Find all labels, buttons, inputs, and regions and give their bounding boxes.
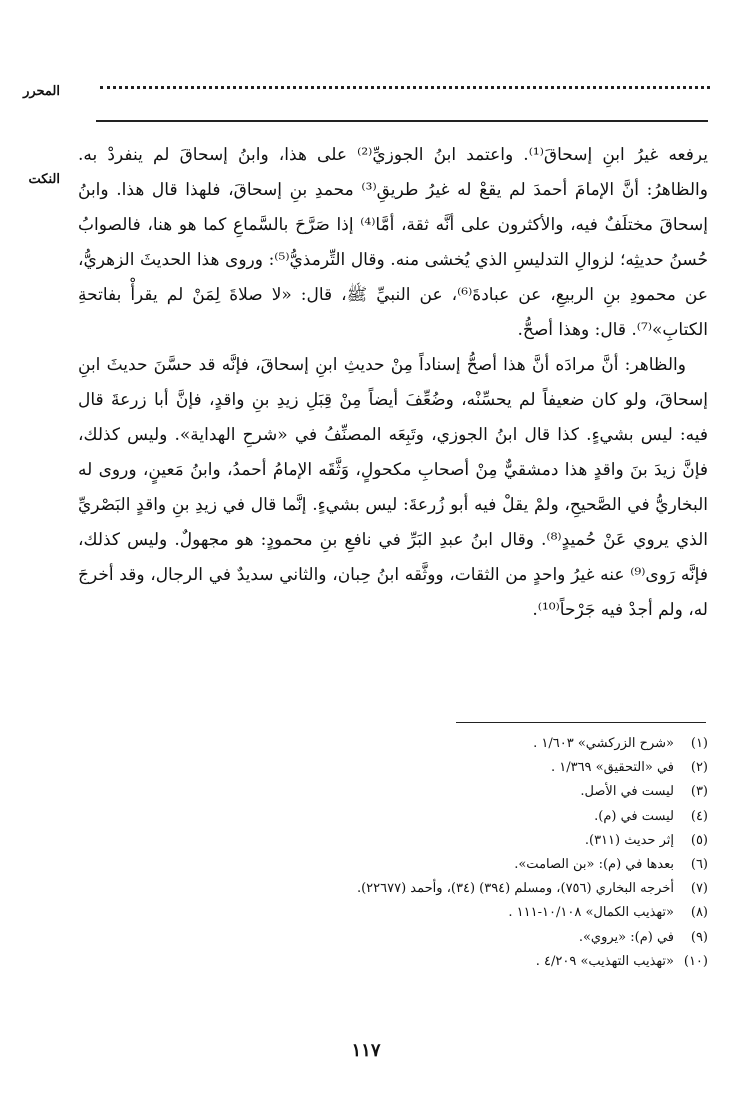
footnote-number: (٦): [690, 857, 708, 873]
footnote-text: ليست في (م).: [594, 808, 674, 824]
footnote-number: (٨): [690, 905, 708, 921]
footnote: [250, 780, 708, 804]
footnote: [250, 926, 708, 950]
paragraph: يرفعه غيرُ ابنِ إسحاقَ⁽¹⁾. واعتمد ابنُ الجوزيِّ⁽²⁾ على هذا، وابنُ إسحاقَ لم ينفردْ به. والظاهرُ: أنَّ الإمامَ أحمدَ لم يقعْ له غيرُ طريقِ⁽³⁾ محمدِ بنِ إسحاقَ، فلهذا قال هذا. وابنُ إسحاقَ مختلَفٌ فيه، والأكثرون على أنَّه ثقة، أمَّا⁽⁴⁾ إذا صَرَّحَ بالسَّماعِ كما هو هنا، فالصوابُ حُسنُ حديثِه؛ لزوالِ التدليسِ الذي يُخشى منه. وقال التِّرمذيُّ⁽⁵⁾: وروى هذا الحديثَ الزهريُّ، عن محمودِ بنِ الربيعِ، عن عبادةَ⁽⁶⁾، عن النبيِّ ﷺ، قال: «لا صلاةَ لِمَنْ لم يقرأْ بفاتحةِ الكتابِ»⁽⁷⁾. قال: وهذا أصحُّ.: [78, 145, 708, 340]
header-dotted-rule: [100, 86, 710, 89]
main-text: [78, 138, 708, 628]
footnote-text: بعدها في (م): «بن الصامت».: [514, 857, 674, 873]
side-nukat-label: النكت: [28, 172, 60, 187]
footnote: [250, 950, 708, 974]
footnote-text: «تهذيب التهذيب» ٤/٢٠٩ .: [535, 953, 674, 969]
footnote: [250, 732, 708, 756]
footnote-text: في «التحقيق» ١/٣٦٩ .: [550, 760, 674, 776]
footnote-text: في (م): «يروي».: [578, 929, 674, 945]
footnote-text: إثر حديث (٣١١).: [584, 832, 674, 848]
footnote-number: (١): [690, 736, 708, 751]
header-divider: [96, 120, 708, 122]
footnote-text: ليست في الأصل.: [580, 784, 674, 800]
footnote: [250, 805, 708, 829]
page-number: ١١٧: [351, 1040, 381, 1061]
footnote-text: «تهذيب الكمال» ١٠/١٠٨-١١١ .: [508, 905, 674, 921]
footnote-number: (٢): [690, 760, 708, 776]
footnote-number: (٤): [690, 808, 708, 824]
footnote-number: (٩): [690, 929, 708, 945]
footnote: [250, 853, 708, 877]
footnote: [250, 901, 708, 925]
footnote-divider: [456, 722, 706, 723]
footnotes-list: [250, 732, 708, 974]
footnote-number: (٧): [690, 881, 708, 897]
paragraph: والظاهر: أنَّ مرادَه أنَّ هذا أصحُّ إسناداً مِنْ حديثِ ابنِ إسحاقَ، فإنَّه قد حسَّنَ حديثَ ابنِ إسحاقَ، ولو كان ضعيفاً لم يحسِّنْه، وضُعِّفَ أيضاً مِنْ قِبَلِ زيدِ بنِ واقدٍ، فإنَّ أبا زرعةَ قال فيه: ليس بشيءٍ. كذا قال ابنُ الجوزي، وتَبِعَه المصنِّفُ في «شرحِ الهداية». وليس كذلك، فإنَّ زيدَ بنَ واقدٍ هذا دمشقيٌّ مِنْ أصحابِ مكحولٍ، وَثَّقَه الإمامُ أحمدُ، وابنُ مَعينٍ، وروى له البخاريُّ في الصَّحيحِ، ولمْ يقلْ فيه أبو زُرعةَ: ليس بشيءٍ. إنَّما قال في زيدِ بنِ واقدٍ البَصْريِّ الذي يروي عَنْ حُميدٍ⁽⁸⁾. وقال ابنُ عبدِ البَرِّ في نافعِ بنِ محمودٍ: هو مجهولٌ. وليس كذلك، فإنَّه رَوى⁽⁹⁾ عنه غيرُ واحدٍ من الثقات، ووثَّقه ابنُ حِبان، والثاني سديدٌ في الرجال، وقد أخرجَ له، ولم أجدْ فيه جَرْحاً⁽¹⁰⁾.: [78, 355, 709, 620]
footnote-text: «شرح الزركشي» ١/٦٠٣ .: [533, 736, 674, 751]
footnote: [250, 877, 708, 901]
footnote-number: (١٠): [683, 953, 708, 969]
footnote: [250, 756, 708, 780]
footnote-number: (٣): [690, 784, 708, 800]
footnote: [250, 829, 708, 853]
footnote-number: (٥): [690, 832, 708, 848]
footnote-text: أخرجه البخاري (٧٥٦)، ومسلم (٣٩٤) (٣٤)، وأحمد (٢٢٦٧٧).: [356, 881, 674, 897]
header-editor-label: المحرر: [23, 84, 60, 99]
